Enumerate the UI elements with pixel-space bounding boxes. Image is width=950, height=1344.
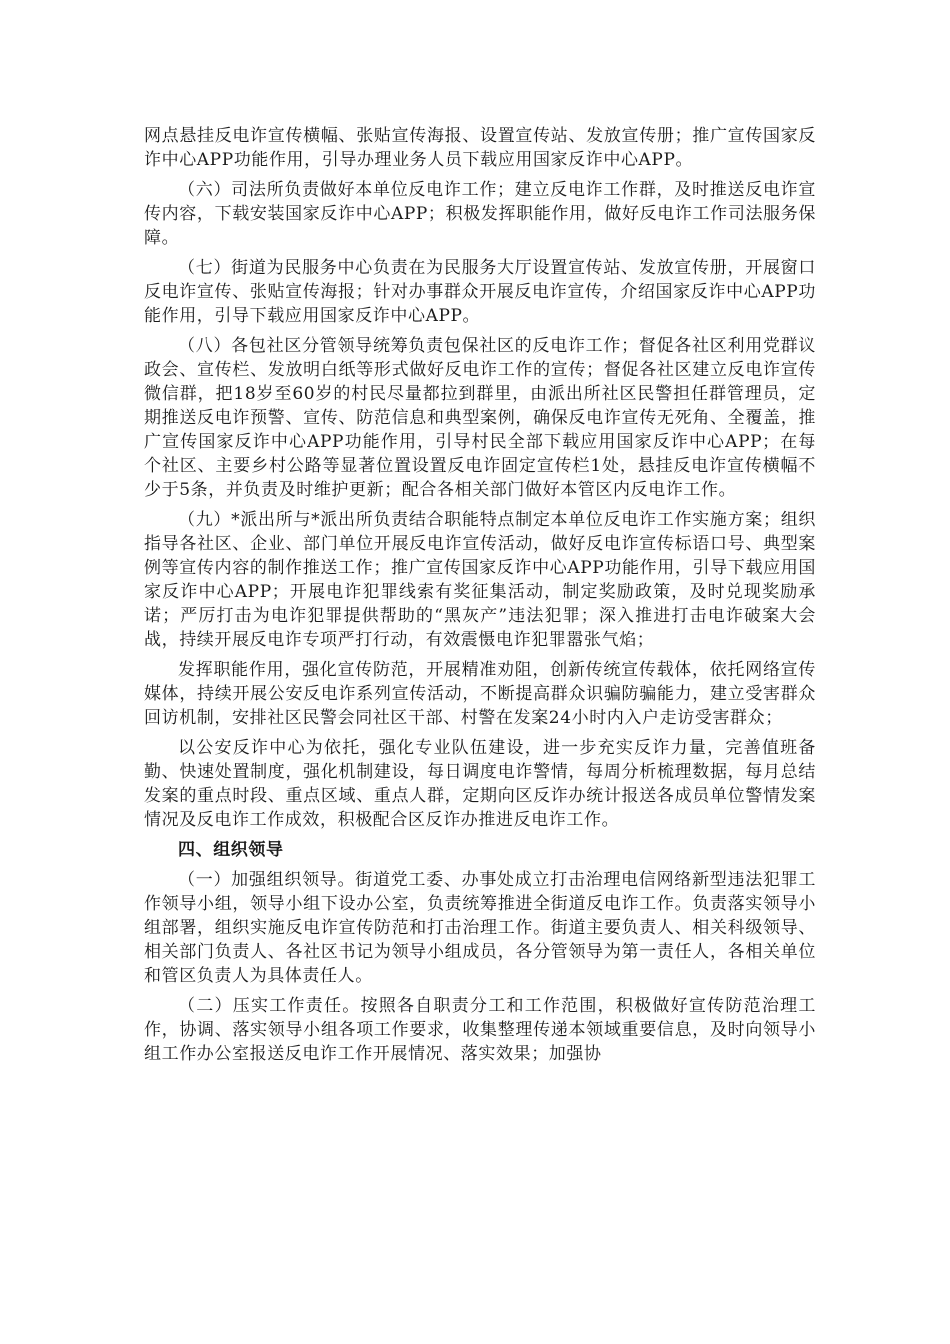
paragraph-item-7: （七）街道为民服务中心负责在为民服务大厅设置宣传站、发放宣传册，开展窗口反电诈宣传、张贴宣传海报；针对办事群众开展反电诈宣传，介绍国家反诈中心APP功能作用，引导下载应用国家反诈中心APP。	[144, 258, 816, 326]
paragraph-item-6: （六）司法所负责做好本单位反电诈工作；建立反电诈工作群，及时推送反电诈宣传内容，下载安装国家反诈中心APP；积极发挥职能作用，做好反电诈工作司法服务保障。	[144, 180, 816, 248]
paragraph-item-9: （九）*派出所与*派出所负责结合职能特点制定本单位反电诈工作实施方案；组织指导各社区、企业、部门单位开展反电诈宣传活动，做好反电诈宣传标语口号、典型案例等宣传内容的制作推送工作；推广宣传国家反诈中心APP功能作用，引导下载应用国家反诈中心APP；开展电诈犯罪线索有奖征集活动，制定奖励政策，及时兑现奖励承诺；严厉打击为电诈犯罪提供帮助的“黑灰产”违法犯罪；深入推进打击电诈破案大会战，持续开展反电诈专项严打行动，有效震慑电诈犯罪嚣张气焰；	[144, 510, 816, 650]
paragraph-item-8: （八）各包社区分管领导统筹负责包保社区的反电诈工作；督促各社区利用党群议政会、宣传栏、发放明白纸等形式做好反电诈工作的宣传；督促各社区建立反电诈宣传微信群，把18岁至60岁的村民尽量都拉到群里，由派出所社区民警担任群管理员，定期推送反电诈预警、宣传、防范信息和典型案例，确保反电诈宣传无死角、全覆盖，推广宣传国家反诈中心APP功能作用，引导村民全部下载应用国家反诈中心APP；在每个社区、主要乡村公路等显著位置设置反电诈固定宣传栏1处，悬挂反电诈宣传横幅不少于5条，并负责及时维护更新；配合各相关部门做好本管区内反电诈工作。	[144, 336, 816, 500]
paragraph-role-function: 发挥职能作用，强化宣传防范，开展精准劝阻，创新传统宣传载体，依托网络宣传媒体，持续开展公安反电诈系列宣传活动，不断提高群众识骗防骗能力，建立受害群众回访机制，安排社区民警会同社区干部、村警在发案24小时内入户走访受害群众；	[144, 660, 816, 728]
document-page	[144, 124, 816, 1072]
paragraph-continuation: 网点悬挂反电诈宣传横幅、张贴宣传海报、设置宣传站、发放宣传册；推广宣传国家反诈中心APP功能作用，引导办理业务人员下载应用国家反诈中心APP。	[144, 126, 816, 170]
section-heading: 四、组织领导	[178, 840, 284, 860]
paragraph-anti-fraud-center: 以公安反诈中心为依托，强化专业队伍建设，进一步充实反诈力量，完善值班备勤、快速处置制度，强化机制建设，每日调度电诈警情，每周分析梳理数据，每月总结发案的重点时段、重点区域、重点人群，定期向区反诈办统计报送各成员单位警情发案情况及反电诈工作成效，积极配合区反诈办推进反电诈工作。	[144, 738, 816, 830]
paragraph-organization-leadership: （一）加强组织领导。街道党工委、办事处成立打击治理电信网络新型违法犯罪工作领导小组，领导小组下设办公室，负责统筹推进全街道反电诈工作。负责落实领导小组部署，组织实施反电诈宣传防范和打击治理工作。街道主要负责人、相关科级领导、相关部门负责人、各社区书记为领导小组成员，各分管领导为第一责任人，各相关单位和管区负责人为具体责任人。	[144, 870, 816, 986]
paragraph-responsibility: （二）压实工作责任。按照各自职责分工和工作范围，积极做好宣传防范治理工作，协调、落实领导小组各项工作要求，收集整理传递本领域重要信息，及时向领导小组工作办公室报送反电诈工作开展情况、落实效果；加强协	[144, 996, 816, 1064]
